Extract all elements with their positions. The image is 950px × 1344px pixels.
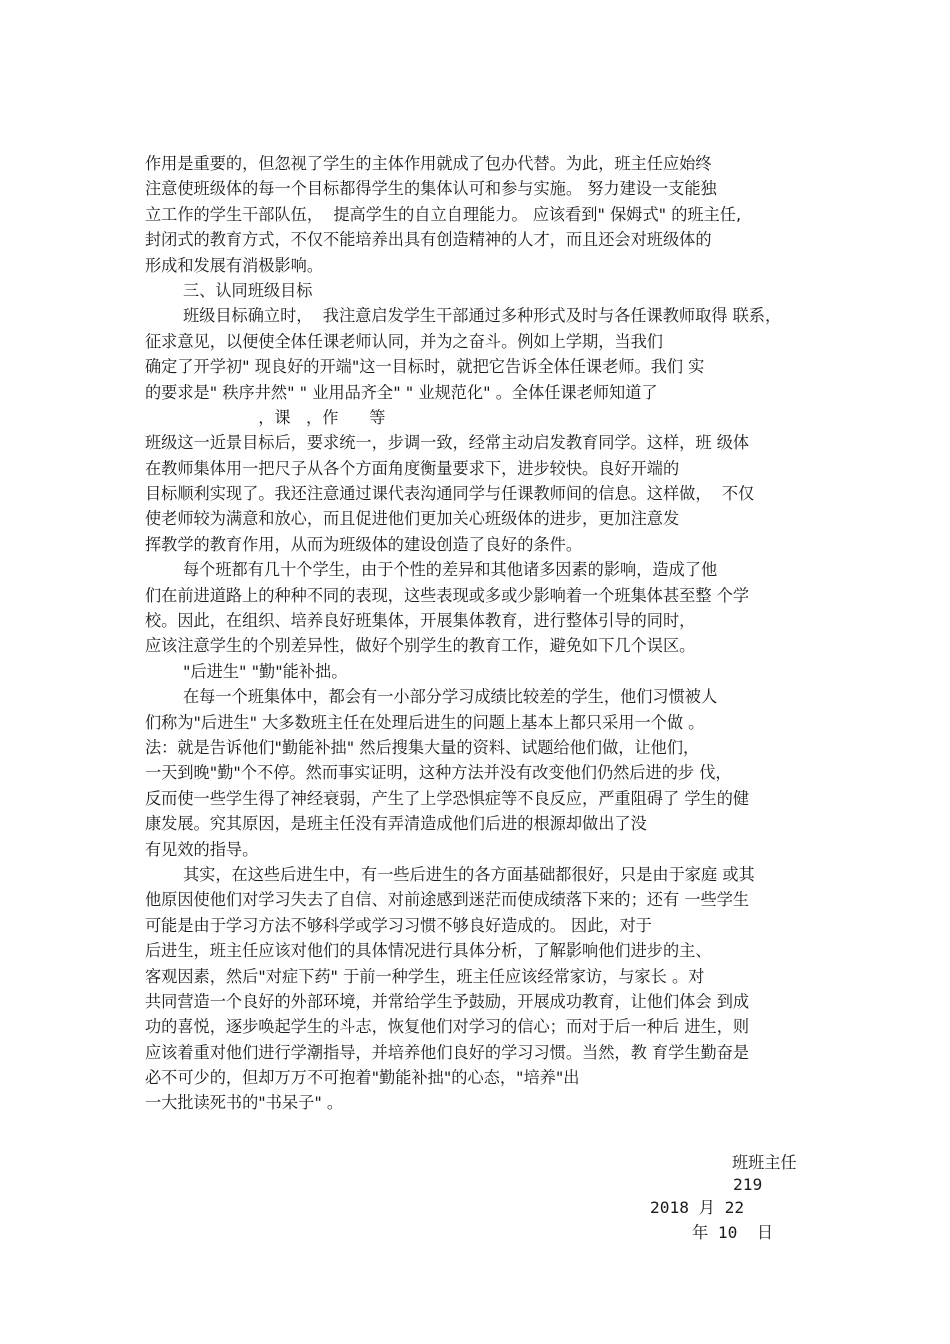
document-body (145, 151, 815, 1116)
signature-date-line-2: 年 10 日 (692, 1223, 774, 1242)
text-line: 注意使班级体的每一个目标都得学生的集体认可和参与实施。 努力建设一支能独 (145, 179, 717, 199)
text-line: 校。因此，在组织、培养良好班集体，开展集体教育，进行整体引导的同时， (145, 611, 696, 631)
text-line: 一天到晚"勤"个不停。然而事实证明，这种方法并没有改变他们仍然后进的步 伐， (145, 763, 732, 783)
text-line: 立工作的学生干部队伍， 提高学生的自立自理能力。 应该看到" 保姆式" 的班主任, (145, 204, 742, 224)
text-line: 的要求是" 秩序井然" " 业用品齐全" " 业规范化" 。全体任课老师知道了 (145, 382, 658, 402)
text-line: 康发展。究其原因，是班主任没有弄清造成他们后进的根源却做出了没 (145, 814, 647, 834)
text-line: 在教师集体用一把尺子从各个方面角度衡量要求下，进步较快。良好开端的 (145, 458, 680, 478)
subsection-heading: "后进生" "勤"能补拙。 (183, 661, 348, 681)
text-line: 们称为"后进生" 大多数班主任在处理后进生的问题上基本上都只采用一个做 。 (145, 712, 705, 732)
signature-number: 219 (733, 1175, 763, 1194)
text-line: 共同营造一个良好的外部环境，并常给学生予鼓励，开展成功教育，让他们体会 到成 (145, 991, 750, 1011)
text-line: 应该注意学生的个别差异性，做好个别学生的教育工作，避免如下几个误区。 (145, 636, 696, 656)
text-line: 可能是由于学习方法不够科学或学习习惯不够良好造成的。 因此，对于 (145, 915, 652, 935)
text-line: 们在前进道路上的种种不同的表现，这些表现或多或少影响着一个班集体甚至整 个学 (145, 585, 750, 605)
text-line: 必不可少的，但却万万不可抱着"勤能补拙"的心态，"培养"出 (145, 1068, 580, 1088)
text-line: 在每一个班集体中，都会有一小部分学习成绩比较差的学生，他们习惯被人 (183, 687, 718, 707)
signature-date-line-1: 2018 月 22 (650, 1198, 745, 1217)
text-line: 功的喜悦，逐步唤起学生的斗志，恢复他们对学习的信心；而对于后一种后 进生，则 (145, 1017, 750, 1037)
text-line: 使老师较为满意和放心，而且促进他们更加关心班级体的进步，更加注意发 (145, 509, 680, 529)
text-line: 他原因使他们对学习失去了自信、对前途感到迷茫而使成绩落下来的；还有 一些学生 (145, 890, 750, 910)
text-line: 征求意见，以便使全体任课老师认同，并为之奋斗。例如上学期，当我们 (145, 331, 663, 351)
text-line: 每个班都有几十个学生，由于个性的差异和其他诸多因素的影响，造成了他 (183, 560, 718, 580)
text-line: 一大批读死书的"书呆子" 。 (145, 1093, 344, 1113)
text-line: 应该着重对他们进行学潮指导，并培养他们良好的学习习惯。当然，教 育学生勤奋是 (145, 1042, 750, 1062)
text-line: 班级这一近景目标后，要求统一，步调一致，经常主动启发教育同学。这样，班 级体 (145, 433, 750, 453)
text-line: 班级目标确立时， 我注意启发学生干部通过多种形式及时与各任课教师取得 联系， (183, 306, 782, 326)
signature-title: 班班主任 (732, 1153, 797, 1172)
text-line: 反而使一些学生得了神经衰弱，产生了上学恐惧症等不良反应，严重阻碍了 学生的健 (145, 788, 750, 808)
text-line: 作用是重要的，但忽视了学生的主体作用就成了包办代替。为此，班主任应始终 (145, 154, 712, 173)
text-line: 挥教学的教育作用，从而为班级体的建设创造了良好的条件。 (145, 534, 583, 554)
text-line: 封闭式的教育方式，不仅不能培养出具有创造精神的人才，而且还会对班级体的 (145, 230, 712, 250)
text-line: 其实，在这些后进生中，有一些后进生的各方面基础都很好，只是由于家庭 或其 (183, 864, 755, 884)
text-line: 形成和发展有消极影响。 (145, 255, 324, 275)
text-line: 法：就是告诉他们"勤能补拙" 然后搜集大量的资料、试题给他们做，让他们， (145, 737, 700, 757)
text-line: 确定了开学初" 现良好的开端"这一目标时，就把它告诉全体任课老师。我们 实 (145, 357, 705, 377)
text-line: 有见效的指导。 (145, 839, 259, 859)
section-heading: 三、认同班级目标 (183, 280, 313, 300)
text-line: ，课 ，作 等 (145, 407, 386, 427)
text-line: 后进生，班主任应该对他们的具体情况进行具体分析，了解影响他们进步的主、 (145, 941, 712, 961)
text-line: 目标顺利实现了。我还注意通过课代表沟通同学与任课教师间的信息。这样做， 不仅 (145, 484, 755, 504)
text-line: 客观因素，然后"对症下药" 于前一种学生，班主任应该经常家访，与家长 。对 (145, 966, 705, 986)
